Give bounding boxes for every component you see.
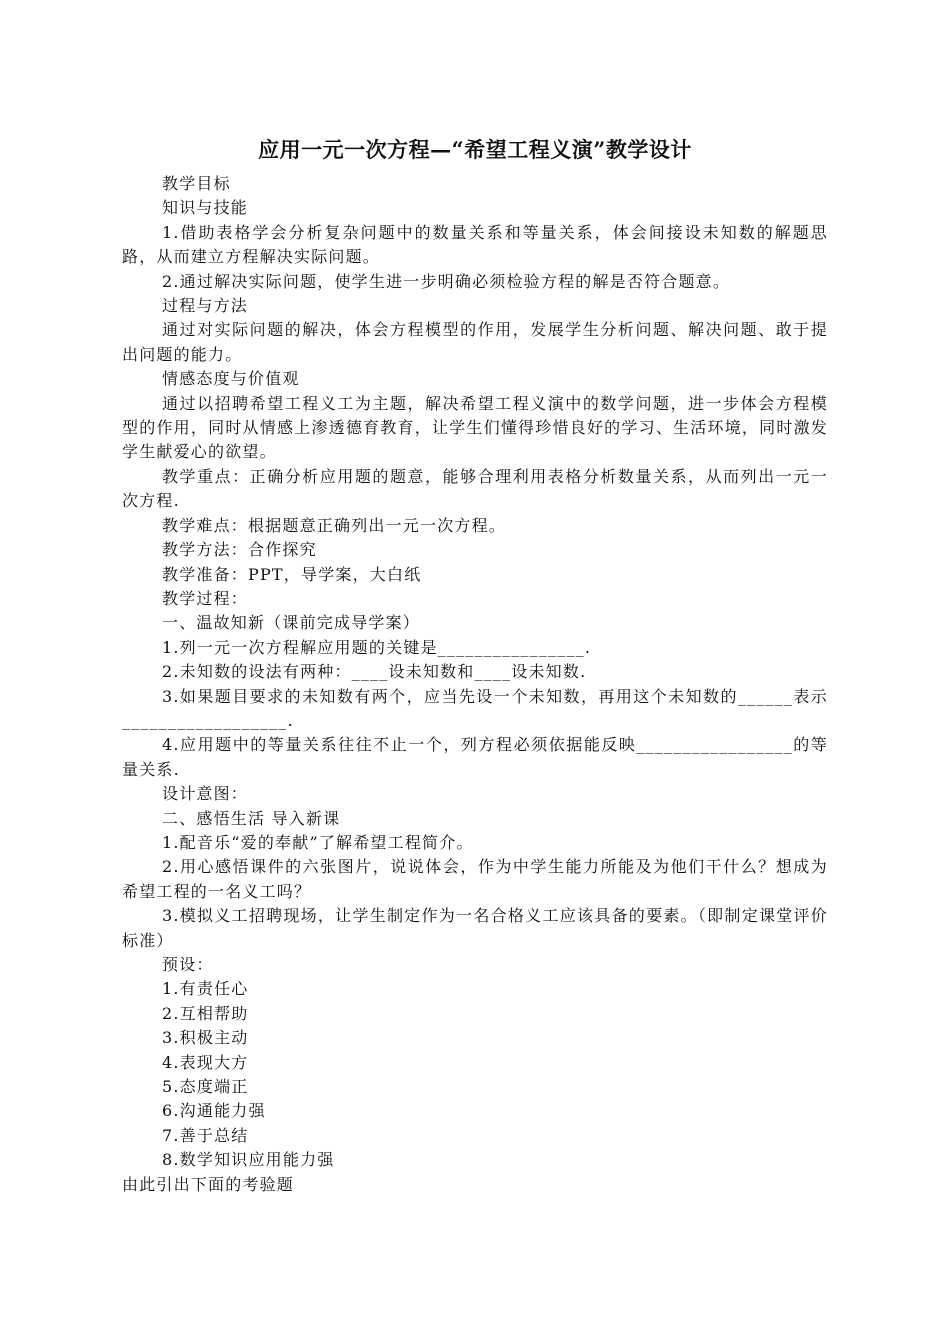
document-body — [122, 172, 828, 1197]
preset-item-7: 7.善于总结 — [162, 1125, 249, 1145]
goal-item-2: 2.通过解决实际问题，使学生进一步明确必须检验方程的解是否符合题意。 — [162, 271, 731, 291]
intro-step-1: 1.配音乐“爱的奉献”了解希望工程简介。 — [162, 832, 474, 852]
goal-item-1: 1.借助表格学会分析复杂问题中的数量关系和等量关系，体会间接设未知数的解题思路，从而建立方程解决实际问题。 — [122, 222, 828, 267]
document-title: 应用一元一次方程—“希望工程义演”教学设计 — [258, 137, 692, 162]
section-two-heading: 二、感悟生活 导入新课 — [162, 808, 341, 828]
subheading-knowledge-skills: 知识与技能 — [162, 198, 249, 218]
section-one-heading: 一、温故知新（课前完成导学案） — [162, 613, 421, 633]
subheading-process-methods: 过程与方法 — [162, 296, 249, 316]
intro-step-3: 3.模拟义工招聘现场，让学生制定作为一名合格义工应该具备的要素。（即制定课堂评价标准） — [122, 906, 828, 950]
preset-label: 预设： — [162, 955, 214, 974]
preset-item-3: 3.积极主动 — [162, 1028, 249, 1048]
review-question-3: 3.如果题目要求的未知数有两个，应当先设一个未知数，再用这个未知数的______表示__________________. — [122, 686, 828, 730]
subheading-attitude-values: 情感态度与价值观 — [162, 369, 300, 389]
teaching-process-heading: 教学过程： — [162, 588, 249, 608]
preset-item-6: 6.沟通能力强 — [162, 1101, 266, 1121]
preset-item-1: 1.有责任心 — [162, 979, 249, 999]
teaching-difficulty: 教学难点：根据题意正确列出一元一次方程。 — [162, 515, 507, 535]
preset-item-5: 5.态度端正 — [162, 1077, 249, 1097]
intro-step-2: 2.用心感悟课件的六张图片，说说体会，作为中学生能力所能及为他们干什么？想成为希望工程的一名义工吗？ — [122, 857, 828, 901]
process-methods-text: 通过对实际问题的解决，体会方程模型的作用，发展学生分析问题、解决问题、敢于提出问题的能力。 — [122, 320, 828, 364]
preset-item-2: 2.互相帮助 — [162, 1003, 249, 1023]
review-question-1: 1.列一元一次方程解应用题的关键是________________. — [162, 637, 592, 657]
review-question-4: 4.应用题中的等量关系往往不止一个，列方程必须依据能反映_________________的等量关系. — [122, 735, 828, 779]
attitude-values-text: 通过以招聘希望工程义工为主题，解决希望工程义演中的数学问题，进一步体会方程模型的作用，同时从情感上渗透德育教育，让学生们懂得珍惜良好的学习、生活环境，同时激发学生献爱心的欲望。 — [122, 393, 828, 462]
preset-item-4: 4.表现大方 — [162, 1052, 249, 1072]
closing-line: 由此引出下面的考验题 — [122, 1174, 295, 1194]
teaching-preparation: 教学准备：PPT，导学案，大白纸 — [162, 564, 422, 584]
design-intent-label: 设计意图： — [162, 784, 249, 804]
teaching-key-point: 教学重点：正确分析应用题的题意，能够合理利用表格分析数量关系，从而列出一元一次方程. — [122, 466, 828, 511]
heading-teaching-goals: 教学目标 — [162, 174, 231, 193]
review-question-2: 2.未知数的设法有两种：____设未知数和____设未知数. — [162, 662, 587, 682]
teaching-method: 教学方法：合作探究 — [162, 540, 317, 560]
preset-item-8: 8.数学知识应用能力强 — [162, 1150, 335, 1170]
